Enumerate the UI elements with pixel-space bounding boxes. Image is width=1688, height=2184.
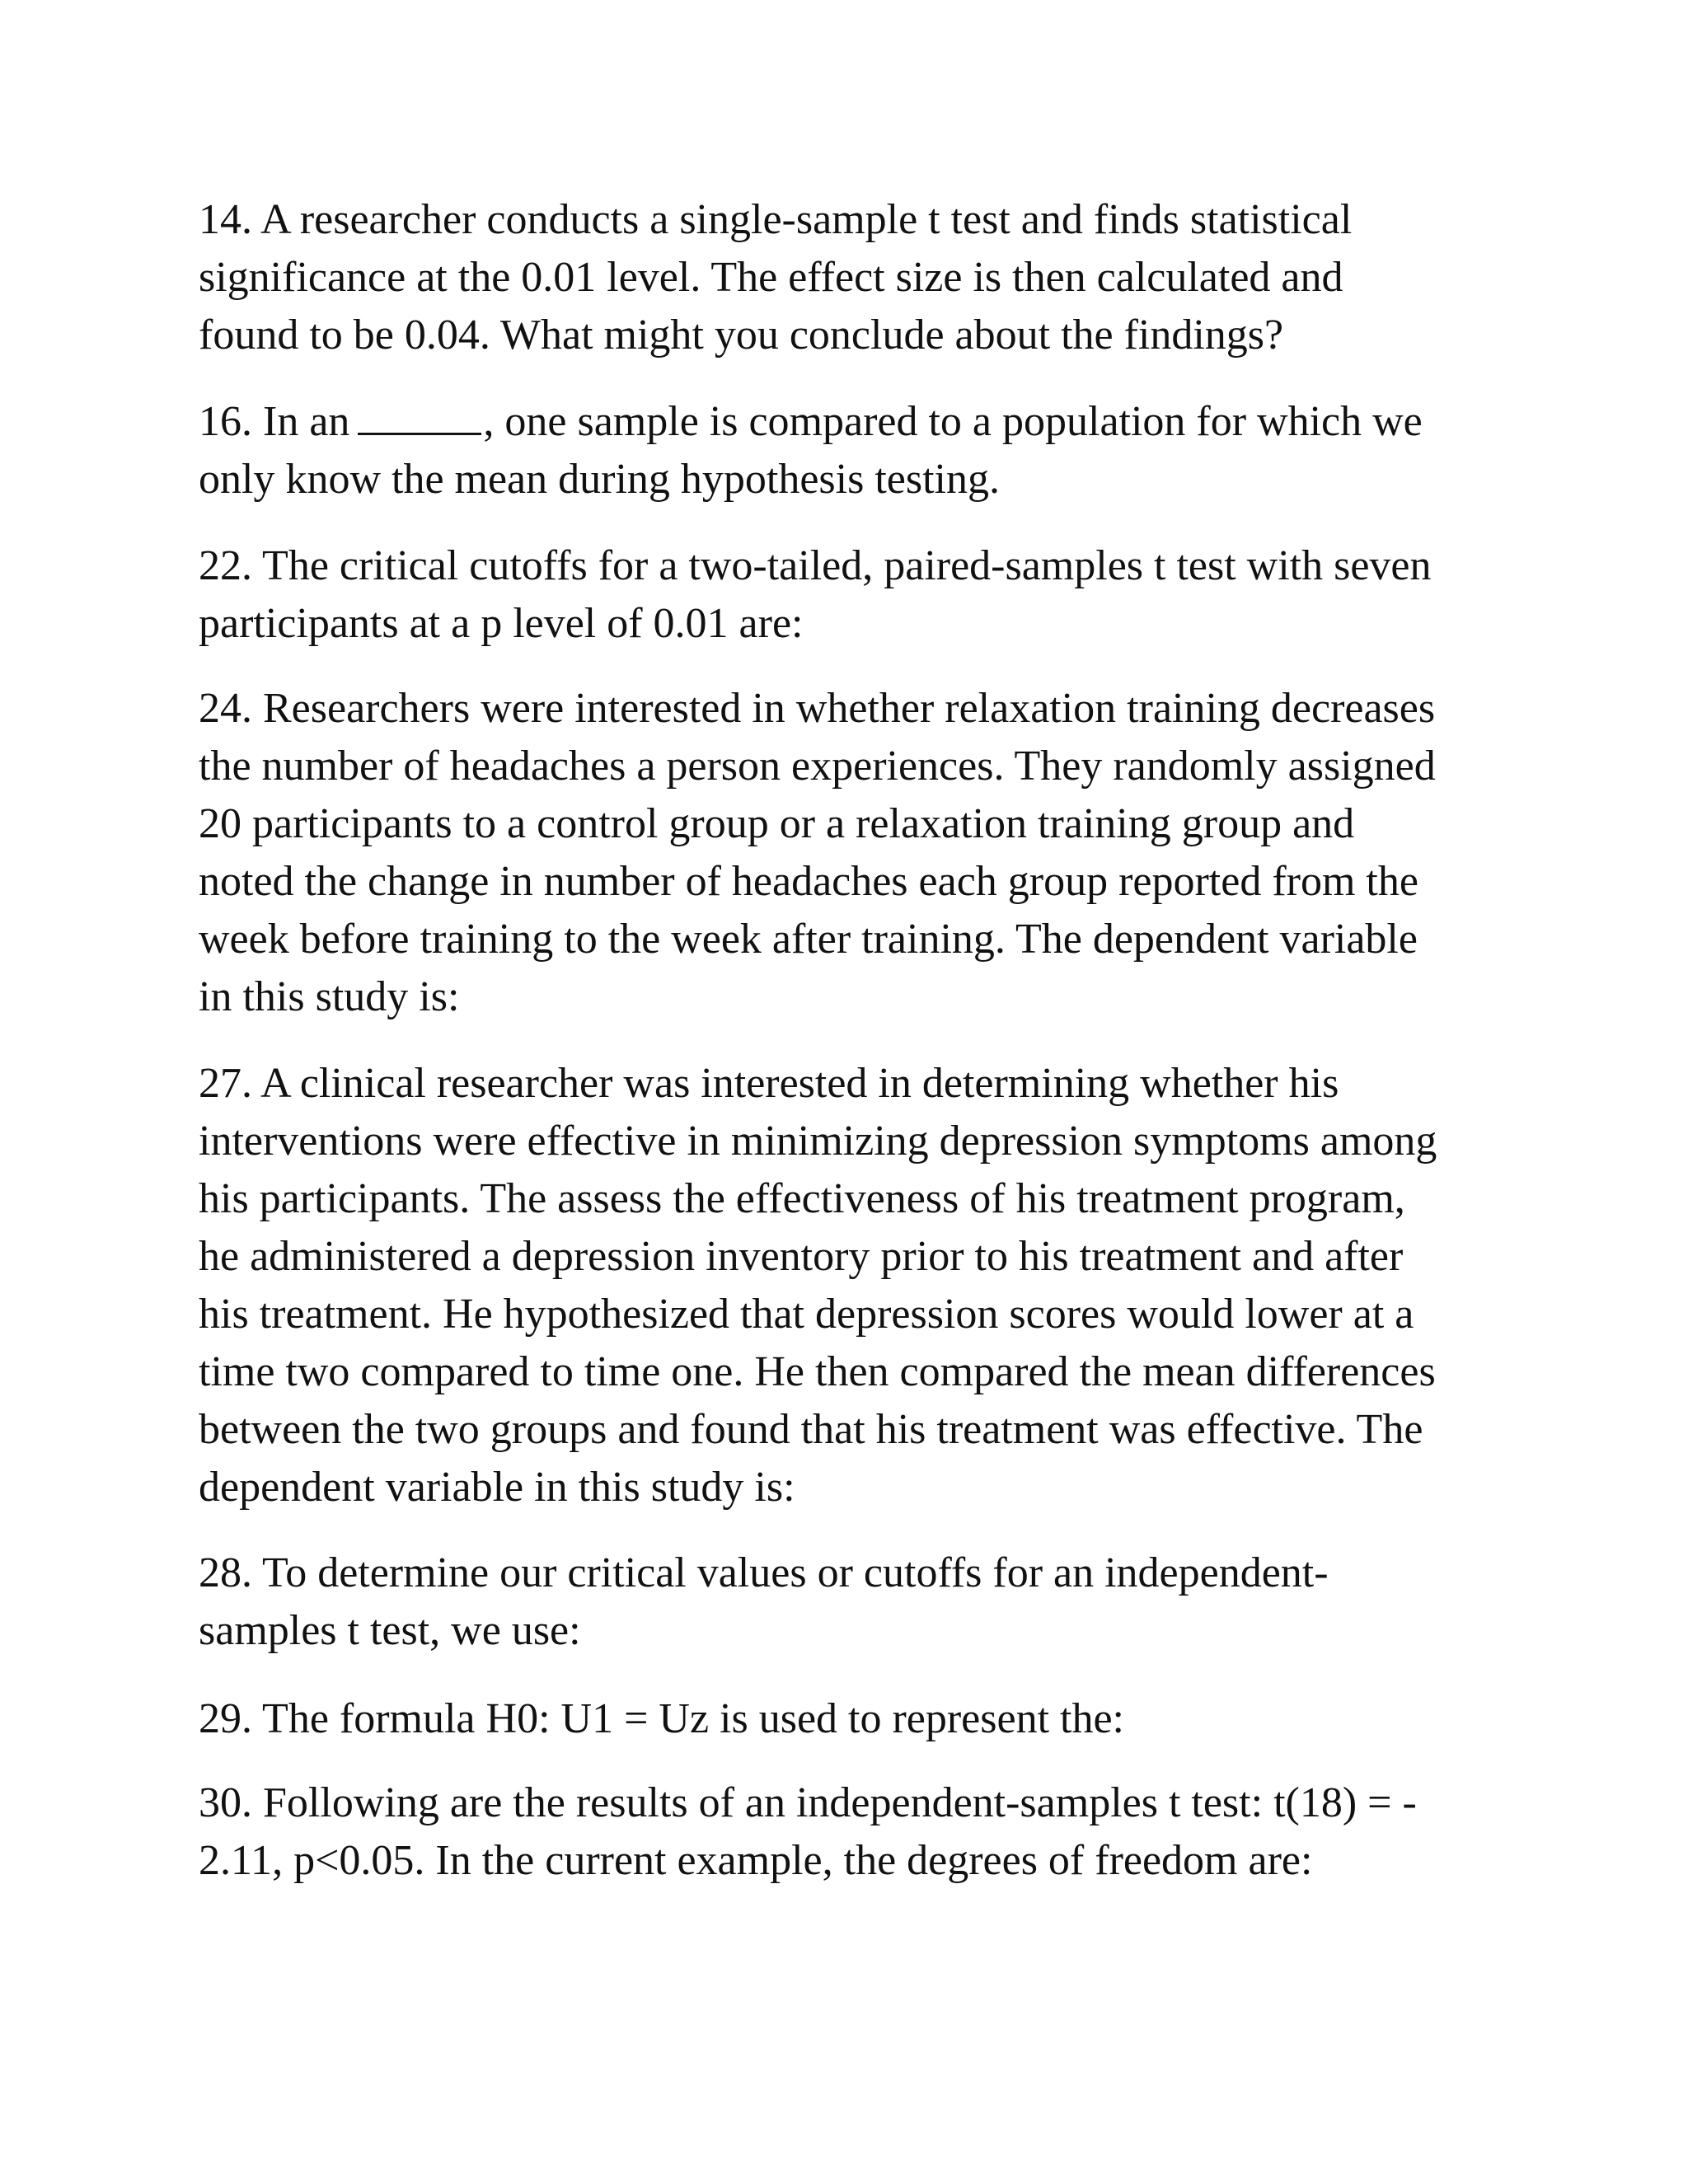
- question-line: 27. A clinical researcher was interested in determining whether his: [199, 1060, 1339, 1107]
- question-line: noted the change in number of headaches each group reported from the: [199, 858, 1418, 905]
- question-line: [199, 393, 1423, 451]
- question-line: samples t test, we use:: [199, 1607, 581, 1654]
- question-line: 28. To determine our critical values or cutoffs for an independent-: [199, 1549, 1329, 1596]
- question-line: 30. Following are the results of an independent-samples t test: t(18) = -: [199, 1779, 1417, 1826]
- question-16-text-before-blank: 16. In an: [199, 398, 350, 445]
- question-30: [199, 1774, 1417, 1890]
- question-22: [199, 537, 1432, 653]
- question-line: the number of headaches a person experiences. They randomly assigned: [199, 743, 1436, 790]
- question-line: week before training to the week after training. The dependent variable: [199, 916, 1418, 963]
- question-line: participants at a p level of 0.01 are:: [199, 600, 804, 647]
- question-line: 20 participants to a control group or a relaxation training group and: [199, 800, 1355, 847]
- question-line: 22. The critical cutoffs for a two-tailed, paired-samples t test with seven: [199, 542, 1432, 589]
- question-16: [199, 393, 1423, 509]
- question-line: time two compared to time one. He then compared the mean differences: [199, 1348, 1436, 1395]
- question-line: 14. A researcher conducts a single-sample t test and finds statistical: [199, 196, 1353, 243]
- question-line: his treatment. He hypothesized that depression scores would lower at a: [199, 1291, 1414, 1338]
- question-line: 29. The formula H0: U1 = Uz is used to represent the:: [199, 1695, 1125, 1742]
- question-line: found to be 0.04. What might you conclude about the findings?: [199, 312, 1284, 359]
- question-line: 2.11, p<0.05. In the current example, the degrees of freedom are:: [199, 1837, 1313, 1884]
- fill-in-blank: [358, 400, 481, 435]
- question-24: [199, 680, 1436, 1026]
- question-line: between the two groups and found that his treatment was effective. The: [199, 1406, 1423, 1453]
- question-line: dependent variable in this study is:: [199, 1464, 795, 1511]
- question-line: only know the mean during hypothesis testing.: [199, 456, 1001, 503]
- question-27: [199, 1055, 1437, 1516]
- question-28: [199, 1544, 1329, 1660]
- question-line: 24. Researchers were interested in whether relaxation training decreases: [199, 685, 1436, 732]
- question-line: significance at the 0.01 level. The effect size is then calculated and: [199, 254, 1343, 301]
- question-line: interventions were effective in minimizing depression symptoms among: [199, 1118, 1437, 1165]
- question-29: [199, 1690, 1124, 1748]
- question-14: [199, 191, 1352, 364]
- question-line: his participants. The assess the effectiveness of his treatment program,: [199, 1175, 1405, 1222]
- question-line: he administered a depression inventory prior to his treatment and after: [199, 1233, 1404, 1280]
- question-line: in this study is:: [199, 973, 460, 1020]
- question-16-text-after-blank: , one sample is compared to a population for which we: [483, 398, 1423, 445]
